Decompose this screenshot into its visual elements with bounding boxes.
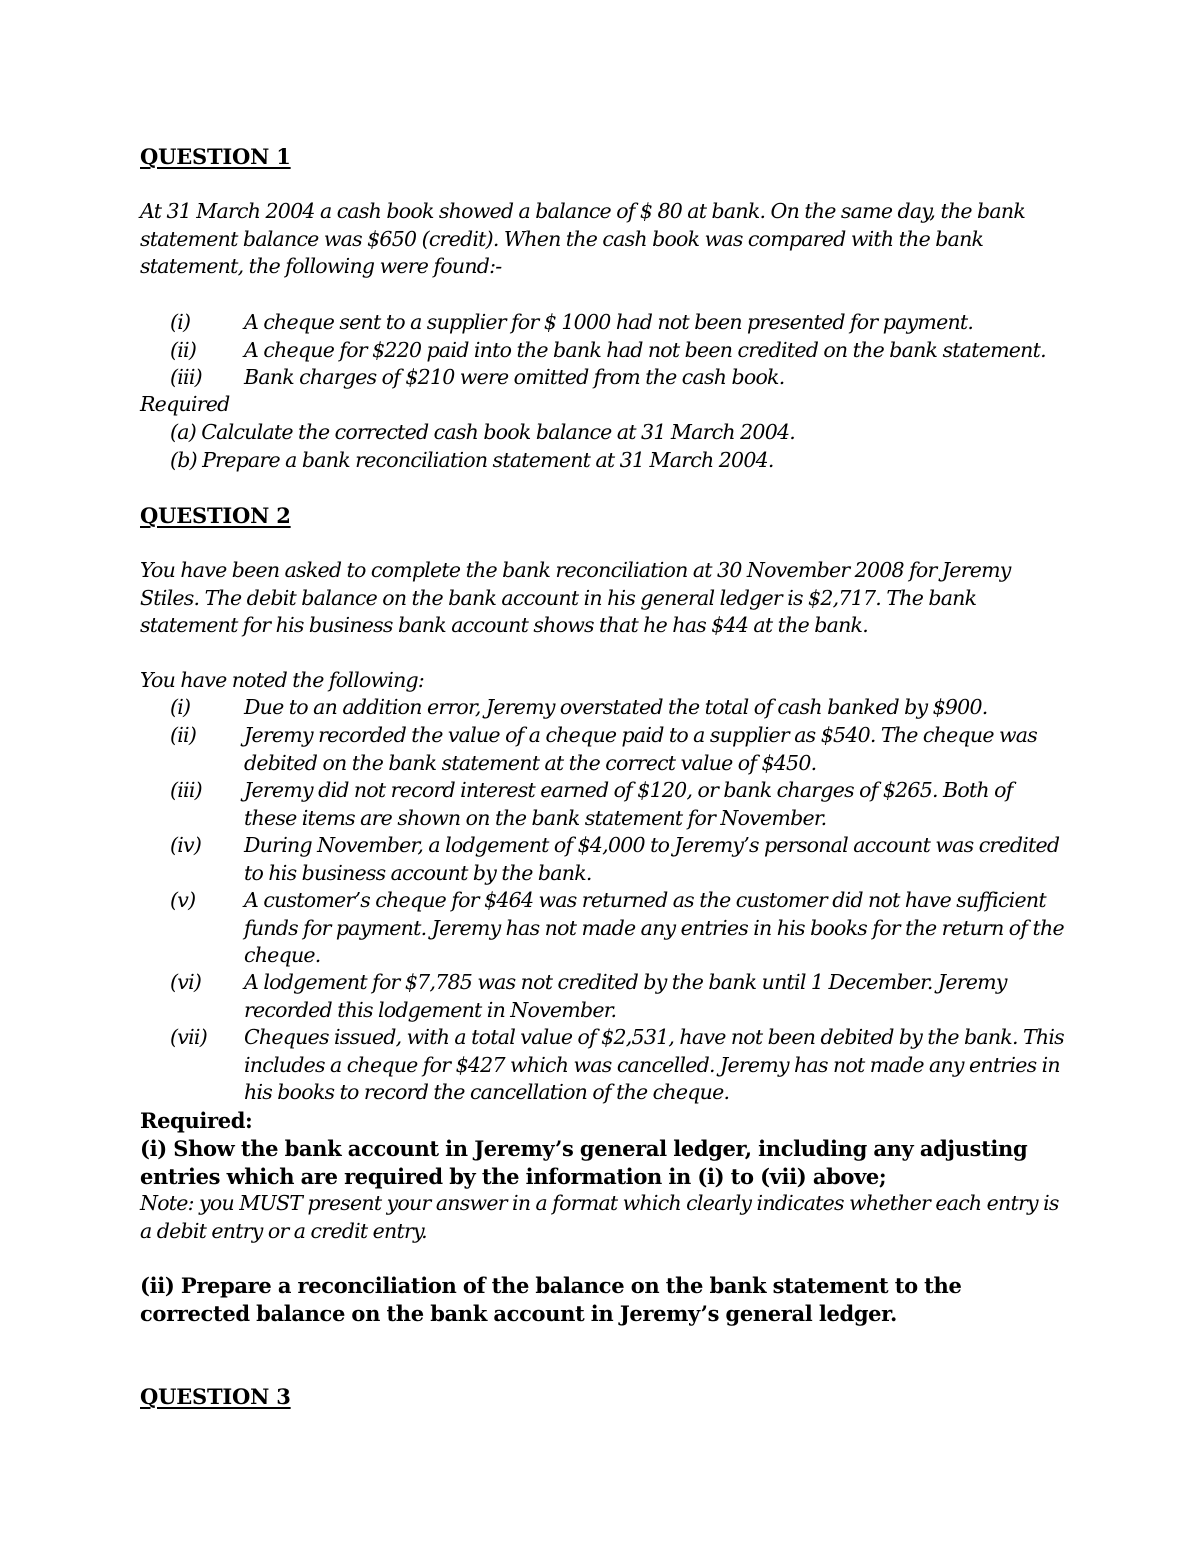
q1-item-1-number: (i): [170, 310, 191, 334]
q2-required-label: Required:: [140, 1108, 253, 1133]
q1-required-a: (a) Calculate the corrected cash book balance at 31 March 2004.: [170, 420, 796, 444]
q2-item-5-text: A customer’s cheque for $464 was returned as the customer did not have sufficient funds for payment. Jeremy has not made any entries in his books for the return of the cheque.: [244, 888, 1064, 967]
q2-required-i: (i) Show the bank account in Jeremy’s general ledger, including any adjusting entries which are required by the information in (i) to (vii) above;: [140, 1136, 1028, 1189]
q2-item-5-number: (v): [170, 888, 196, 912]
q2-item-2-text: Jeremy recorded the value of a cheque paid to a supplier as $540. The cheque was debited on the bank statement at the correct value of $450.: [244, 723, 1038, 775]
question-2-intro: You have been asked to complete the bank reconciliation at 30 November 2008 for Jeremy Stiles. The debit balance on the bank account in his general ledger is $2,717. The bank statement for his business bank account shows that he has $44 at the bank.: [140, 558, 1011, 637]
q2-item-4-number: (iv): [170, 833, 202, 857]
q2-note: Note: you MUST present your answer in a format which clearly indicates whether each entry is a debit entry or a credit entry.: [140, 1191, 1059, 1243]
q1-required-b: (b) Prepare a bank reconciliation statement at 31 March 2004.: [170, 448, 774, 472]
question-2-heading: QUESTION 2: [140, 503, 291, 528]
q2-noted-text: You have noted the following:: [140, 668, 425, 692]
q1-item-2-number: (ii): [170, 338, 197, 362]
question-1-intro: At 31 March 2004 a cash book showed a balance of $ 80 at bank. On the same day, the bank statement balance was $650 (credit). When the cash book was compared with the bank statement, the following were found:-: [140, 199, 1026, 278]
question-3-heading: QUESTION 3: [140, 1384, 291, 1409]
q2-item-1-number: (i): [170, 695, 191, 719]
q2-item-6-number: (vi): [170, 970, 202, 994]
q2-item-3-text: Jeremy did not record interest earned of $120, or bank charges of $265. Both of these items are shown on the bank statement for November.: [244, 778, 1013, 830]
q2-item-7-text: Cheques issued, with a total value of $2,531, have not been debited by the bank. This includes a cheque for $427 which was cancelled. Jeremy has not made any entries in his books to record the cancellation of the cheque.: [244, 1025, 1064, 1104]
q2-item-7-number: (vii): [170, 1025, 207, 1049]
q2-item-6-text: A lodgement for $7,785 was not credited by the bank until 1 December. Jeremy recorded this lodgement in November.: [244, 970, 1007, 1022]
q2-required-ii: (ii) Prepare a reconciliation of the balance on the bank statement to the corrected balance on the bank account in Jeremy’s general ledger.: [140, 1273, 962, 1326]
q1-item-2-text: A cheque for $220 paid into the bank had not been credited on the bank statement.: [244, 338, 1046, 362]
q1-item-3-number: (iii): [170, 365, 202, 389]
q1-item-1-text: A cheque sent to a supplier for $ 1000 had not been presented for payment.: [244, 310, 974, 334]
q2-item-1-text: Due to an addition error, Jeremy overstated the total of cash banked by $900.: [244, 695, 988, 719]
question-1-heading: QUESTION 1: [140, 144, 291, 169]
q1-required-label: Required: [140, 392, 230, 416]
q2-item-2-number: (ii): [170, 723, 197, 747]
q2-item-3-number: (iii): [170, 778, 202, 802]
q1-item-3-text: Bank charges of $210 were omitted from the cash book.: [244, 365, 785, 389]
q2-item-4-text: During November, a lodgement of $4,000 to Jeremy’s personal account was credited to his business account by the bank.: [244, 833, 1060, 885]
